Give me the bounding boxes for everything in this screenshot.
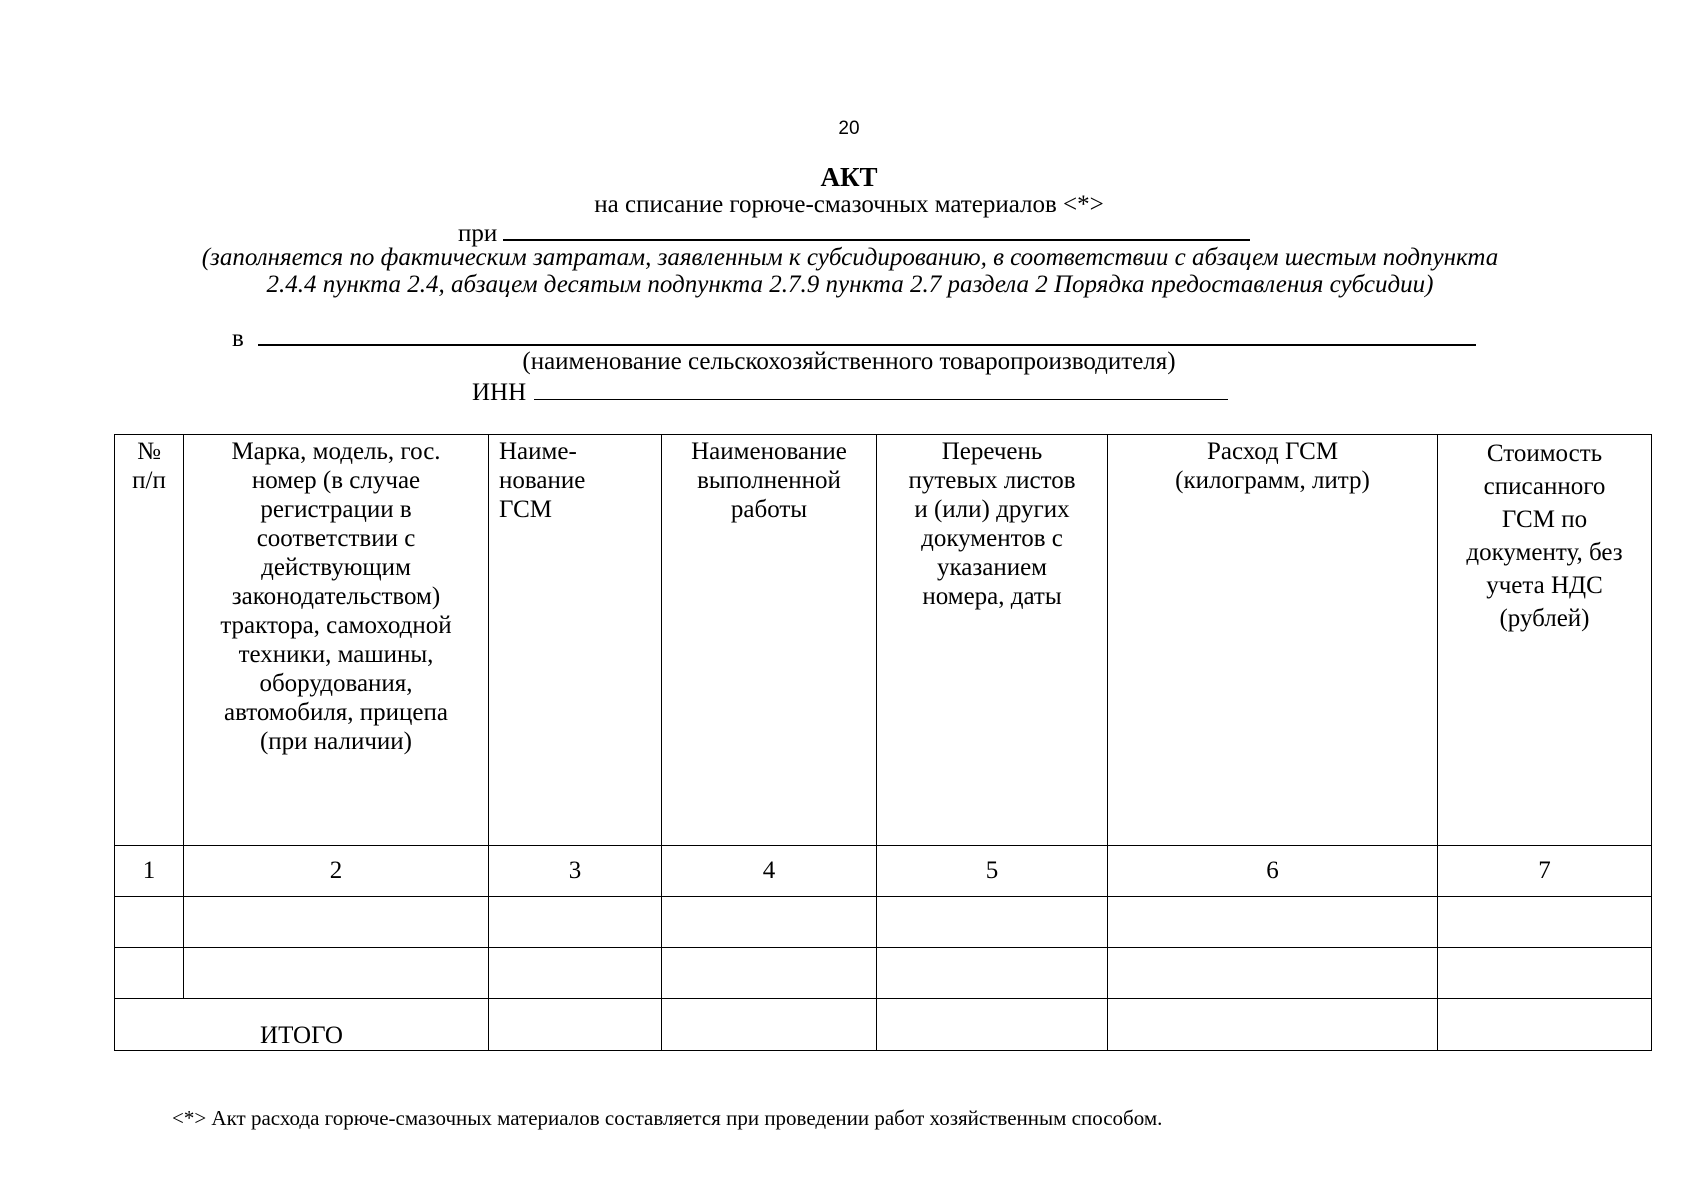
write-off-table [114, 434, 1652, 1051]
inn-field-line [472, 380, 1228, 406]
table-cell[interactable] [877, 948, 1108, 999]
producer-caption: (наименование сельскохозяйственного товаропроизводителя) [522, 348, 1176, 375]
table-cell[interactable] [115, 897, 184, 948]
header-cell-consumption: Расход ГСМ (килограмм, литр) [1108, 435, 1438, 846]
header-cell-number: № п/п [115, 435, 184, 846]
total-cell[interactable] [1438, 999, 1652, 1051]
column-number: 4 [662, 846, 877, 897]
column-number: 1 [115, 846, 184, 897]
total-label: ИТОГО [115, 999, 489, 1051]
header-cell-waybills: Перечень путевых листов и (или) других документов с указанием номера, даты [877, 435, 1108, 846]
pri-field-line [458, 219, 1250, 247]
page-number: 20 [838, 118, 860, 139]
table-row [115, 948, 1652, 999]
column-number: 6 [1108, 846, 1438, 897]
table-row [115, 897, 1652, 948]
header-cell-work-name: Наименование выполненной работы [662, 435, 877, 846]
table-cell[interactable] [1438, 897, 1652, 948]
header-cell-fuel-name: Наиме- нование ГСМ [489, 435, 662, 846]
total-row [115, 999, 1652, 1051]
pri-label: при [458, 220, 498, 247]
document-subtitle: на списание горюче-смазочных материалов <*> [594, 191, 1104, 218]
table-cell[interactable] [489, 897, 662, 948]
table-cell[interactable] [662, 948, 877, 999]
column-number: 7 [1438, 846, 1652, 897]
footnote: <*> Акт расхода горюче-смазочных материалов составляется при проведении работ хозяйственным способом. [172, 1106, 1163, 1130]
pri-blank-field[interactable] [503, 219, 1250, 241]
total-cell[interactable] [1108, 999, 1438, 1051]
table-cell[interactable] [1108, 897, 1438, 948]
table-header-row [115, 435, 1652, 846]
column-number: 3 [489, 846, 662, 897]
table-cell[interactable] [1108, 948, 1438, 999]
header-cell-vehicle: Марка, модель, гос. номер (в случае регистрации в соответствии с действующим законодательством) трактора, самоходной техники, машины, оборудования, автомобиля, прицепа (при наличии) [184, 435, 489, 846]
column-numbers-row [115, 846, 1652, 897]
filling-note [110, 244, 1590, 298]
table-cell[interactable] [662, 897, 877, 948]
column-number: 2 [184, 846, 489, 897]
column-number: 5 [877, 846, 1108, 897]
inn-label: ИНН [472, 379, 527, 406]
v-label: в [232, 325, 244, 352]
total-cell[interactable] [489, 999, 662, 1051]
filling-note-line-1: (заполняется по фактическим затратам, заявленным к субсидированию, в соответствии с абзацем шестым подпункта [201, 244, 1499, 271]
total-cell[interactable] [662, 999, 877, 1051]
table-cell[interactable] [115, 948, 184, 999]
header-cell-cost: Стоимость списанного ГСМ по документу, без учета НДС (рублей) [1438, 435, 1652, 846]
table-cell[interactable] [1438, 948, 1652, 999]
table-cell[interactable] [489, 948, 662, 999]
table-cell[interactable] [184, 948, 489, 999]
total-cell[interactable] [877, 999, 1108, 1051]
inn-blank-field[interactable] [534, 381, 1228, 400]
table-cell[interactable] [877, 897, 1108, 948]
filling-note-line-2: 2.4.4 пункта 2.4, абзацем десятым подпункта 2.7.9 пункта 2.7 раздела 2 Порядка предоставления субсидии) [266, 271, 1434, 298]
document-title: АКТ [820, 162, 878, 192]
table-cell[interactable] [184, 897, 489, 948]
producer-blank-field[interactable] [258, 326, 1476, 346]
